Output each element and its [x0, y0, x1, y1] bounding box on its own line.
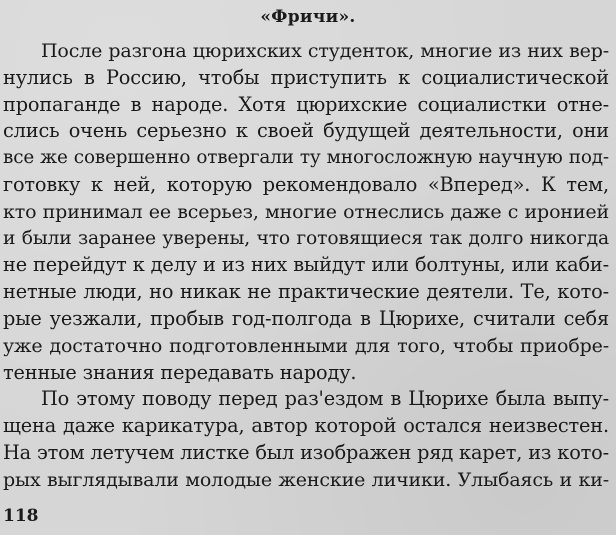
- running-head: «Фричи».: [260, 7, 356, 27]
- text-line: все же совершенно отвергали ту многосложную научную под-: [3, 147, 609, 169]
- text-line: нулись в Россию, чтобы приступить к социалистической: [3, 65, 609, 89]
- text-line: После разгона цюрихских студенток, многие из них вер-: [41, 40, 609, 62]
- text-line: кто принимал ее всерьез, многие отнеслись даже с иронией: [3, 200, 609, 223]
- text-line: уже достаточно подготовленными для того, чтобы приобре-: [3, 334, 609, 357]
- body-text: [3, 38, 609, 494]
- text-line: и были заранее уверены, что готовящиеся так долго никогда: [3, 227, 609, 249]
- text-line: тенные знания передавать народу.: [3, 360, 357, 384]
- text-line: пропаганде в народе. Хотя цюрихские социалистки отне-: [3, 92, 609, 116]
- text-line: щена даже карикатура, автор которой остался неизвестен.: [3, 414, 609, 438]
- text-line: готовку к ней, которую рекомендовало «Вперед». К тем,: [3, 172, 609, 196]
- page-number: 118: [3, 506, 39, 526]
- text-line: На этом летучем листке был изображен ряд карет, из кото-: [3, 440, 609, 464]
- text-line: рых выглядывали молодые женские личики. Улыбаясь и ки-: [3, 468, 609, 491]
- text-line: слись очень серьезно к своей будущей деятельности, они: [3, 119, 609, 143]
- text-line: не перейдут к делу и из них выйдут или болтуны, или каби-: [3, 253, 609, 277]
- text-line: нетные люди, но никак не практические деятели. Те, кото-: [3, 280, 609, 304]
- text-line: По этому поводу перед раз'ездом в Цюрихе была выпу-: [41, 387, 609, 411]
- text-line: рые уезжали, пробыв год-полгода в Цюрихе, считали себя: [3, 306, 609, 330]
